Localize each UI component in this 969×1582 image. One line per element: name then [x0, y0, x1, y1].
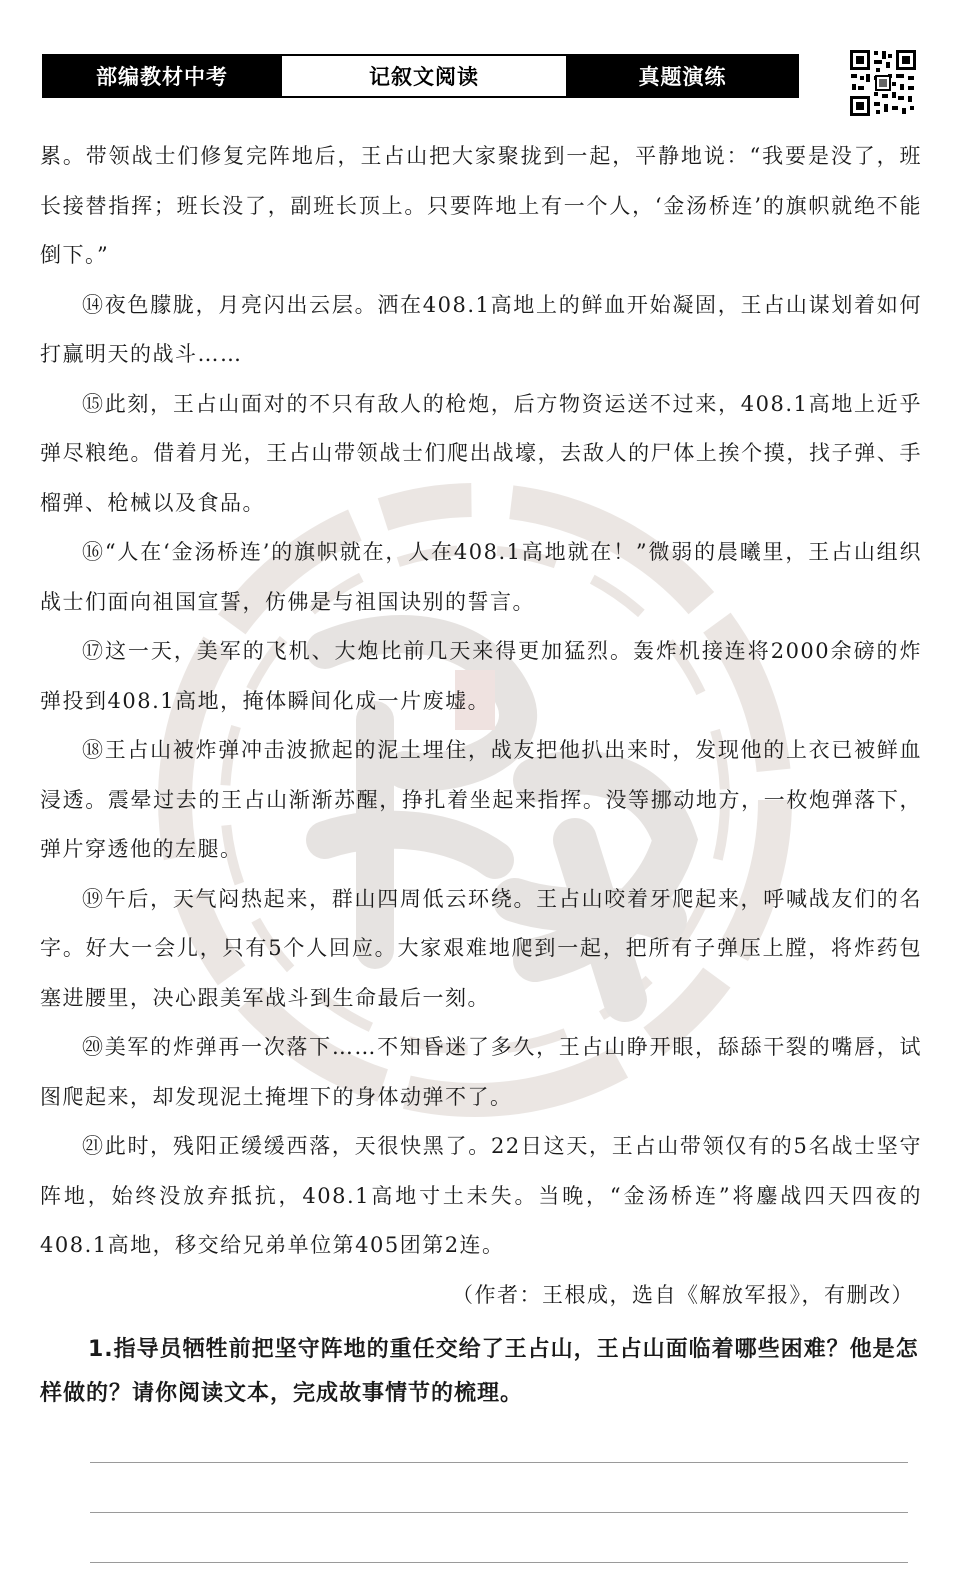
paragraph-13-continued: 累。带领战士们修复完阵地后，王占山把大家聚拢到一起，平静地说：“我要是没了，班长接替指挥；班长没了，副班长顶上。只要阵地上有一个人，‘金汤桥连’的旗帜就绝不能倒下。” [40, 144, 922, 267]
qr-code-icon[interactable] [848, 48, 918, 118]
paragraph-18: ⑱王占山被炸弹冲击波掀起的泥土埋住，战友把他扒出来时，发现他的上衣已被鲜血浸透。震晕过去的王占山渐渐苏醒，挣扎着坐起来指挥。没等挪动地方，一枚炮弹落下，弹片穿透他的左腿。 [40, 738, 922, 861]
header-bar [42, 54, 799, 98]
header-section-label: 真题演练 [568, 56, 797, 96]
paragraph-14: ⑭夜色朦胧，月亮闪出云层。洒在408.1高地上的鲜血开始凝固，王占山谋划着如何打赢明天的战斗…… [40, 292, 922, 366]
paragraph-20: ⑳美军的炸弹再一次落下……不知昏迷了多久，王占山睁开眼，舔舔干裂的嘴唇，试图爬起来，却发现泥土掩埋下的身体动弹不了。 [40, 1035, 922, 1109]
header-subject-label: 部编教材中考 [44, 56, 280, 96]
answer-line[interactable] [90, 1562, 908, 1563]
paragraph-21: ㉑此时，残阳正缓缓西落，天很快黑了。22日这天，王占山带领仅有的5名战士坚守阵地，始终没放弃抵抗，408.1高地寸土未失。当晚，“金汤桥连”将鏖战四天四夜的408.1高地，移交给兄弟单位第405团第2连。 [40, 1134, 922, 1257]
paragraph-16: ⑯“人在‘金汤桥连’的旗帜就在，人在408.1高地就在！”微弱的晨曦里，王占山组织战士们面向祖国宣誓，仿佛是与祖国诀别的誓言。 [40, 540, 922, 614]
paragraph-17: ⑰这一天，美军的飞机、大炮比前几天来得更加猛烈。轰炸机接连将2000余磅的炸弹投到408.1高地，掩体瞬间化成一片废墟。 [40, 639, 922, 713]
paragraph-15: ⑮此刻，王占山面对的不只有敌人的枪炮，后方物资运送不过来，408.1高地上近乎弹尽粮绝。借着月光，王占山带领战士们爬出战壕，去敌人的尸体上挨个摸，找子弹、手榴弹、枪械以及食品。 [40, 391, 922, 515]
answer-line[interactable] [90, 1462, 908, 1463]
paragraph-19: ⑲午后，天气闷热起来，群山四周低云环绕。王占山咬着牙爬起来，呼喊战友们的名字。好大一会儿，只有5个人回应。大家艰难地爬到一起，把所有子弹压上膛，将炸药包塞进腰里，决心跟美军战斗到生命最后一刻。 [40, 886, 922, 1010]
source-note: （作者：王根成，选自《解放军报》，有删改） [452, 1282, 914, 1307]
answer-line[interactable] [90, 1512, 908, 1513]
article-text [40, 132, 922, 1320]
question-1: 1.指导员牺牲前把坚守阵地的重任交给了王占山，王占山面临着哪些困难？他是怎样做的？请你阅读文本，完成故事情节的梳理。 [40, 1337, 919, 1406]
header-topic-label: 记叙文阅读 [280, 56, 568, 96]
